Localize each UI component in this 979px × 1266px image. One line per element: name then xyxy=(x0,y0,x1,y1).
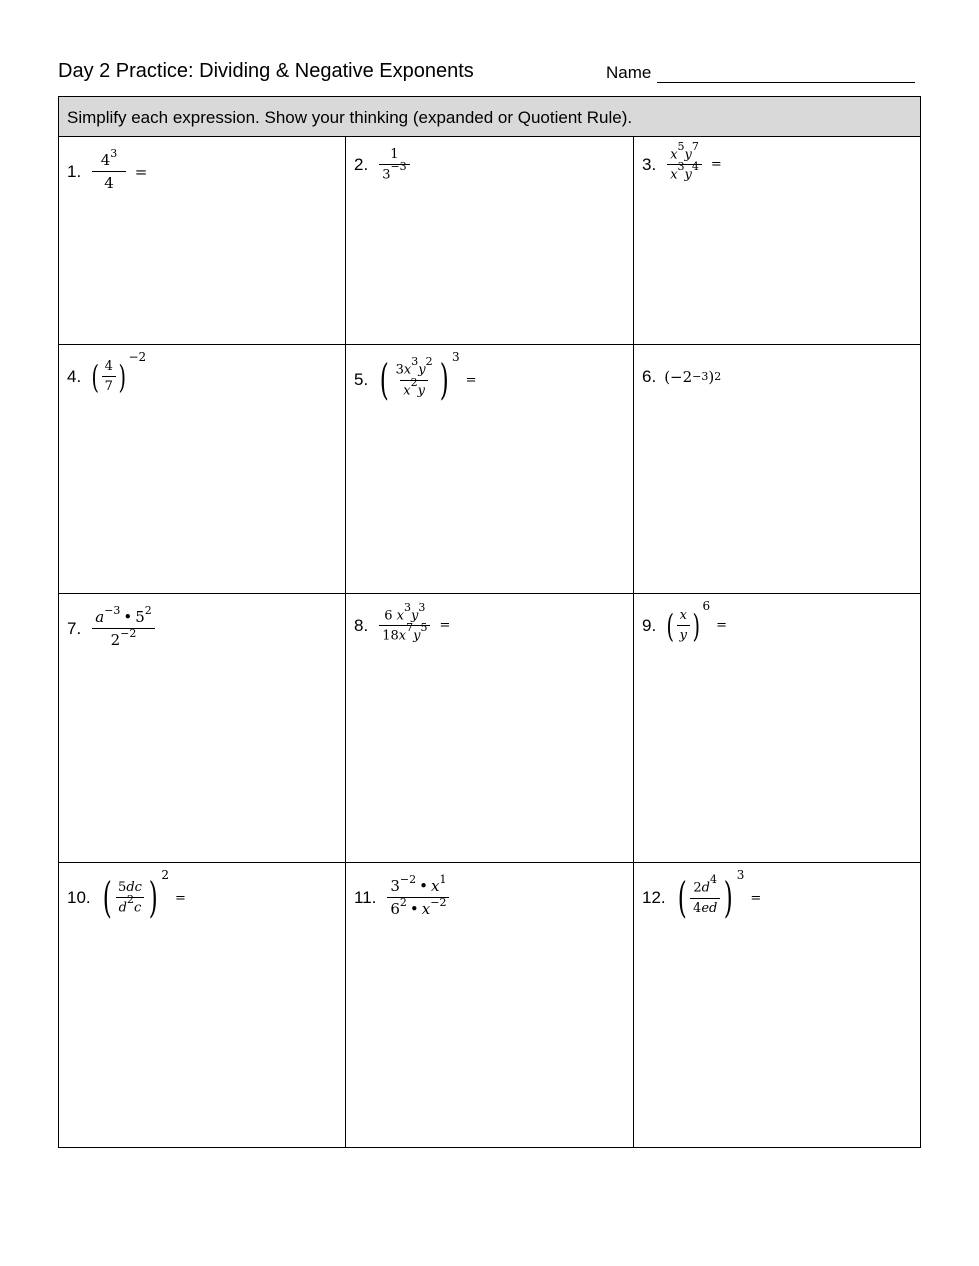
problem-number: 11. xyxy=(354,887,377,907)
problem-expression: ( $\frac{5dc}{d^2c}$ ) 2 = xyxy=(102,868,186,922)
problem-cell-1[interactable] xyxy=(59,137,346,345)
problem-cell-9[interactable] xyxy=(634,594,920,863)
problem-expression: ( $\frac{x}{y}$ ) 6 = xyxy=(666,599,728,645)
problem-expression: (−2 −3 ) 2 xyxy=(664,368,722,386)
problem-expression: ( $\frac{3x^3y^2}{x^2y}$ ) 3 = xyxy=(379,350,477,404)
problem-number: 6. xyxy=(642,367,657,386)
name-blank-line[interactable] xyxy=(657,66,915,83)
problem-expression: $\frac{a^{-3} • 5^2}{2^{-2}}$ xyxy=(89,608,158,649)
problem-number: 3. xyxy=(642,154,657,174)
problem-number: 9. xyxy=(642,615,657,635)
problem-expression: $\frac{1}{3^{-3}}$ xyxy=(376,147,413,182)
name-label: Name xyxy=(606,63,652,82)
problem-cell-8[interactable] xyxy=(346,594,634,863)
problem-expression: $\frac{3^{-2} • x^1}{6^2 • x^{-2}}$ xyxy=(384,877,452,918)
name-field[interactable] xyxy=(606,63,915,83)
problem-number: 7. xyxy=(67,618,82,638)
problem-expression: ( $\frac{2d^4}{4ed}$ ) 3 = xyxy=(677,868,762,922)
problem-cell-10[interactable] xyxy=(59,863,346,1147)
problem-cell-12[interactable] xyxy=(634,863,920,1147)
problem-cell-7[interactable] xyxy=(59,594,346,863)
problem-number: 10. xyxy=(67,888,91,907)
worksheet-title: Day 2 Practice: Dividing & Negative Exponents xyxy=(58,60,474,82)
problem-number: 8. xyxy=(354,615,369,635)
instructions-banner: Simplify each expression. Show your thinking (expanded or Quotient Rule). xyxy=(59,97,920,137)
problem-expression: ( $\frac{4}{7}$ ) −2 xyxy=(91,350,147,396)
problem-grid xyxy=(59,137,920,1147)
problem-cell-6[interactable] xyxy=(634,345,920,594)
problem-number: 4. xyxy=(67,366,82,386)
problem-expression: $\frac{6 x^3y^3}{18x^7y^5}$ = xyxy=(376,608,450,644)
problem-cell-11[interactable] xyxy=(346,863,634,1147)
problem-number: 1. xyxy=(67,161,82,181)
problem-expression: $\frac{4^3}{4}$ = xyxy=(89,151,147,192)
problem-cell-5[interactable] xyxy=(346,345,634,594)
problem-table xyxy=(58,96,921,1148)
problem-number: 2. xyxy=(354,154,369,174)
problem-cell-2[interactable] xyxy=(346,137,634,345)
problem-number: 12. xyxy=(642,888,666,907)
problem-number: 5. xyxy=(354,370,369,389)
problem-cell-3[interactable] xyxy=(634,137,920,345)
problem-expression: $\frac{x^5y^7}{x^3y^4}$ = xyxy=(664,147,722,183)
problem-cell-4[interactable] xyxy=(59,345,346,594)
